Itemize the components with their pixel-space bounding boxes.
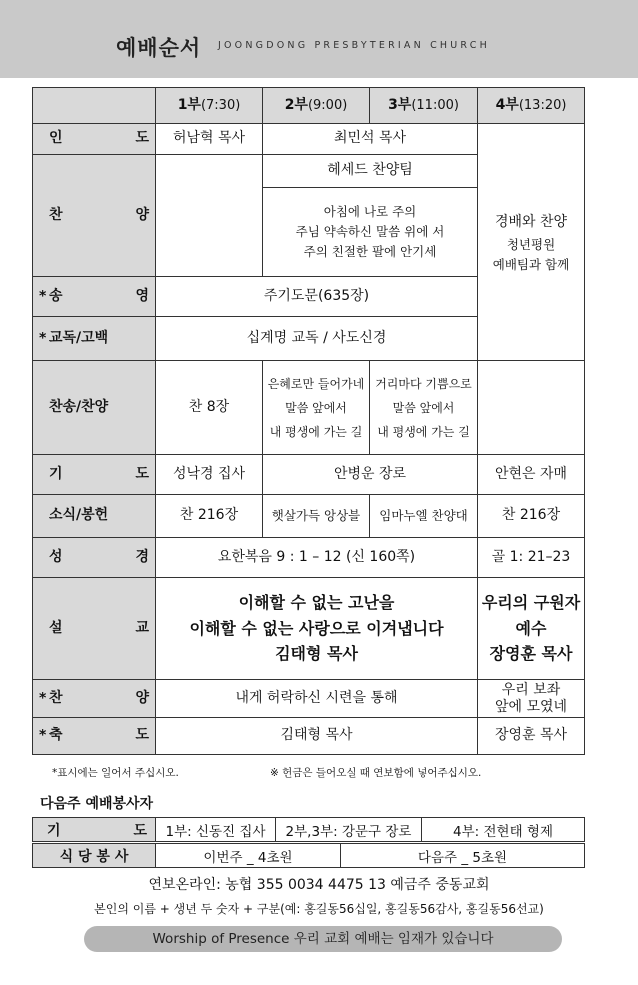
online-offering: 연보온라인: 농협 355 0034 4475 13 예금주 중동교회	[148, 877, 490, 893]
sunggyeong-4: 골 1: 21–23	[478, 538, 585, 578]
note-standing: *표시에는 일어서 주십시오.	[52, 767, 179, 779]
chansong-3-line2: 말씀 앞에서	[392, 400, 455, 415]
gyodok-value: 십계명 교독 / 사도신경	[156, 317, 478, 361]
chansong-2-line1: 은혜로만 들어가네	[267, 376, 365, 391]
row-chukdo	[33, 718, 585, 755]
chanyang-songs	[263, 188, 478, 277]
chansong-3	[370, 361, 478, 455]
indo-23: 최민석 목사	[263, 124, 478, 155]
chansong-2	[263, 361, 370, 455]
chansong-3-line3: 내 평생에 가는 길	[377, 424, 470, 439]
sosik-4: 찬 216장	[478, 495, 585, 538]
indo-1: 허남혁 목사	[156, 124, 263, 155]
service4-block	[478, 124, 585, 361]
gido-4: 안현은 자매	[478, 455, 585, 495]
row-indo	[33, 124, 585, 155]
sermon-title-line2: 이해할 수 없는 사랑으로 이겨냅니다	[189, 618, 444, 638]
songyoung-value: 주기도문(635장)	[156, 277, 478, 317]
chansong-1: 찬 8장	[156, 361, 263, 455]
next-gido-1: 1부: 신동진 집사	[156, 818, 276, 842]
col-header-2: 2부(9:00)	[263, 88, 370, 124]
chansong-4-empty	[478, 361, 585, 455]
label-chukdo: * 축 도	[33, 718, 156, 755]
gido-1: 성낙경 집사	[156, 455, 263, 495]
chukdo-value: 김태형 목사	[156, 718, 478, 755]
next-week-title: 다음주 예배봉사자	[40, 796, 154, 812]
corner-cell	[33, 88, 156, 124]
next-week-table	[32, 817, 585, 842]
song-1: 아침에 나로 주의	[323, 204, 417, 219]
col-header-1: 1부(7:30)	[156, 88, 263, 124]
label-songyoung: * 송 영	[33, 277, 156, 317]
worship-order-table	[32, 87, 585, 755]
next-sikdang-row	[33, 844, 585, 868]
row-chanyang2	[33, 680, 585, 718]
sermon-title-line1: 이해할 수 없는 고난을	[238, 593, 395, 613]
page-title: 예배순서	[116, 36, 202, 60]
chukdo-4: 장영훈 목사	[478, 718, 585, 755]
row-sulgyo	[33, 578, 585, 680]
service4-line2: 청년평원	[506, 237, 556, 253]
next-gido-2: 2부,3부: 강문구 장로	[276, 818, 422, 842]
next-gido-label: 기 도	[33, 818, 156, 842]
note-offering: ※ 헌금은 들어오실 때 연보함에 넣어주십시오.	[270, 767, 482, 779]
label-chanyang2: * 찬 양	[33, 680, 156, 718]
next-sikdang-1: 이번주 _ 4초원	[156, 844, 341, 868]
chanyang2-4	[478, 680, 585, 718]
label-sunggyeong: 성 경	[33, 538, 156, 578]
sermon4-title-line1: 우리의 구원자	[481, 593, 581, 613]
row-sosik	[33, 495, 585, 538]
chanyang2-value: 내게 허락하신 시련을 통해	[156, 680, 478, 718]
sosik-3: 임마누엘 찬양대	[370, 495, 478, 538]
church-name: JOONGDONG PRESBYTERIAN CHURCH	[218, 40, 490, 51]
label-chanyang: 찬 양	[33, 155, 156, 277]
chansong-2-line3: 내 평생에 가는 길	[269, 424, 363, 439]
gido-23: 안병운 장로	[263, 455, 478, 495]
next-sikdang-2: 다음주 _ 5초원	[341, 844, 585, 868]
label-sulgyo: 설 교	[33, 578, 156, 680]
chanyang-team: 헤세드 찬양팀	[263, 155, 478, 188]
label-sosik: 소식/봉헌	[33, 495, 156, 538]
header-row	[33, 88, 585, 124]
worship-banner: Worship of Presence 우리 교회 예배는 임재가 있습니다	[84, 926, 562, 952]
row-chansong	[33, 361, 585, 455]
label-indo: 인 도	[33, 124, 156, 155]
col-header-3: 3부(11:00)	[370, 88, 478, 124]
chanyang-1-empty	[156, 155, 263, 277]
label-gido: 기 도	[33, 455, 156, 495]
chansong-2-line2: 말씀 앞에서	[285, 400, 347, 415]
song-2: 주님 약속하신 말씀 위에 서	[295, 224, 445, 239]
chanyang2-4-line1: 우리 보좌	[501, 681, 561, 698]
sermon4-title-line2: 예수	[515, 618, 547, 638]
sermon4-preacher: 장영훈 목사	[489, 644, 573, 664]
col-header-4: 4부(13:20)	[478, 88, 585, 124]
next-gido-row	[33, 818, 585, 842]
song-3: 주의 친절한 팔에 안기세	[303, 244, 437, 259]
row-sunggyeong	[33, 538, 585, 578]
next-gido-3: 4부: 전현태 형제	[422, 818, 585, 842]
offering-instructions: 본인의 이름 + 생년 두 숫자 + 구분(예: 홍길동56십일, 홍길동56감사, 홍길동56선교)	[94, 902, 544, 916]
sulgyo-4	[478, 578, 585, 680]
sermon-preacher: 김태형 목사	[275, 644, 358, 664]
header-bar	[0, 0, 638, 78]
chanyang2-4-line2: 앞에 모였네	[494, 698, 568, 715]
row-gido	[33, 455, 585, 495]
chansong-3-line1: 거리마다 기쁨으로	[375, 376, 472, 391]
label-gyodok: * 교독/고백	[33, 317, 156, 361]
service4-line3: 예배팀과 함께	[492, 257, 570, 273]
sulgyo-value	[156, 578, 478, 680]
sosik-2: 햇살가득 앙상블	[263, 495, 370, 538]
sunggyeong-value: 요한복음 9 : 1 – 12 (신 160쪽)	[156, 538, 478, 578]
service4-line1: 경배와 찬양	[494, 213, 568, 230]
next-sikdang-table	[32, 843, 585, 868]
next-sikdang-label: 식 당 봉 사	[33, 844, 156, 868]
sosik-1: 찬 216장	[156, 495, 263, 538]
label-chansong: 찬송/찬양	[33, 361, 156, 455]
